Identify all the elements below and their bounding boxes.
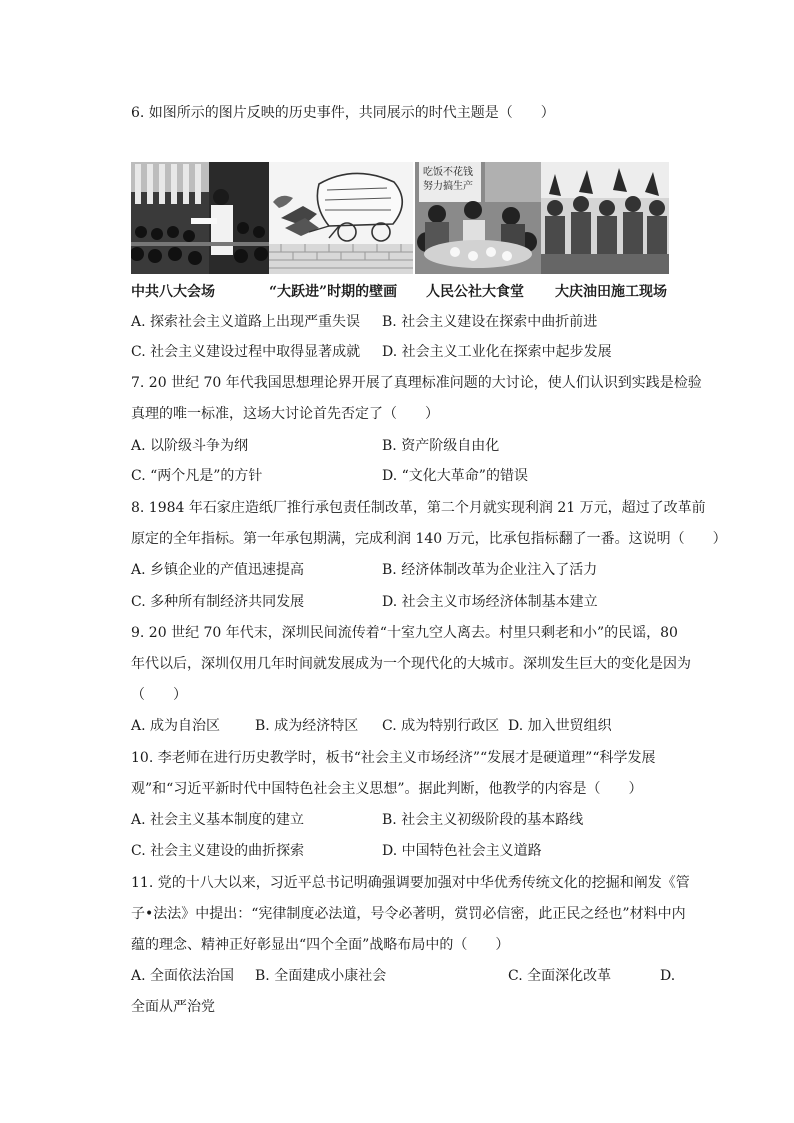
q9-option-c[interactable]: C. 成为特别行政区 bbox=[382, 718, 500, 734]
q11-option-b[interactable]: B. 全面建成小康社会 bbox=[255, 968, 387, 984]
photo-great-leap-mural bbox=[269, 162, 413, 274]
q10-stem-line-2: 观”和“习近平新时代中国特色社会主义思想”。据此判断，他教学的内容是（ ） bbox=[131, 781, 643, 797]
q11-option-a[interactable]: A. 全面依法治国 bbox=[131, 968, 235, 984]
q6-option-b[interactable]: B. 社会主义建设在探索中曲折前进 bbox=[382, 314, 598, 330]
q6-stem: 6. 如图所示的图片反映的历史事件，共同展示的时代主题是（ ） bbox=[131, 105, 555, 121]
q10-option-b[interactable]: B. 社会主义初级阶段的基本路线 bbox=[382, 812, 584, 828]
q7-option-c[interactable]: C. “两个凡是”的方针 bbox=[131, 468, 263, 484]
q8-option-b[interactable]: B. 经济体制改革为企业注入了活力 bbox=[382, 562, 598, 578]
q10-option-a[interactable]: A. 社会主义基本制度的建立 bbox=[131, 812, 305, 828]
photo-eighth-congress bbox=[131, 162, 269, 274]
q8-option-d[interactable]: D. 社会主义市场经济体制基本建立 bbox=[382, 594, 598, 610]
q9-option-d[interactable]: D. 加入世贸组织 bbox=[508, 718, 612, 734]
q11-stem-line-1: 11. 党的十八大以来，习近平总书记明确强调要加强对中华优秀传统文化的挖掘和阐发《管 bbox=[131, 875, 690, 891]
photo-daqing-oilfield bbox=[541, 162, 669, 274]
q7-option-d[interactable]: D. “文化大革命”的错误 bbox=[382, 468, 528, 484]
q11-option-d[interactable]: D. bbox=[660, 968, 676, 984]
caption-daqing-oilfield: 大庆油田施工现场 bbox=[555, 284, 667, 300]
q8-option-a[interactable]: A. 乡镇企业的产值迅速提高 bbox=[131, 562, 305, 578]
q8-stem-line-2: 原定的全年指标。第一年承包期满，完成利润 140 万元，比承包指标翻了一番。这说明（ ） bbox=[131, 531, 727, 547]
q8-option-c[interactable]: C. 多种所有制经济共同发展 bbox=[131, 594, 305, 610]
q10-stem-line-1: 10. 李老师在进行历史教学时，板书“社会主义市场经济”“发展才是硬道理”“科学发展 bbox=[131, 750, 656, 766]
q11-option-c[interactable]: C. 全面深化改革 bbox=[508, 968, 612, 984]
q9-option-b[interactable]: B. 成为经济特区 bbox=[255, 718, 359, 734]
q10-option-c[interactable]: C. 社会主义建设的曲折探索 bbox=[131, 843, 305, 859]
q9-option-a[interactable]: A. 成为自治区 bbox=[131, 718, 221, 734]
caption-great-leap-mural: “大跃进”时期的壁画 bbox=[269, 284, 398, 300]
q7-option-b[interactable]: B. 资产阶级自由化 bbox=[382, 438, 500, 454]
poster-text-line-2: 努力搞生产 bbox=[423, 181, 473, 192]
q8-stem-line-1: 8. 1984 年石家庄造纸厂推行承包责任制改革，第二个月就实现利润 21 万元，超过了改革前 bbox=[131, 500, 706, 516]
q11-stem-line-3: 蕴的理念、精神正好彰显出“四个全面”战略布局中的（ ） bbox=[131, 937, 510, 953]
q6-option-c[interactable]: C. 社会主义建设过程中取得显著成就 bbox=[131, 344, 361, 360]
q6-option-a[interactable]: A. 探索社会主义道路上出现严重失误 bbox=[131, 314, 361, 330]
photo-commune-canteen bbox=[415, 162, 541, 274]
q6-captions bbox=[131, 283, 691, 303]
q9-stem-line-3: （ ） bbox=[131, 687, 187, 703]
poster-text-line-1: 吃饭不花钱 bbox=[423, 167, 473, 178]
q7-stem-line-2: 真理的唯一标准，这场大讨论首先否定了（ ） bbox=[131, 406, 439, 422]
q10-option-d[interactable]: D. 中国特色社会主义道路 bbox=[382, 843, 542, 859]
q11-option-d-continued[interactable]: 全面从严治党 bbox=[131, 999, 215, 1015]
q7-stem-line-1: 7. 20 世纪 70 年代我国思想理论界开展了真理标准问题的大讨论，使人们认识到实践是检验 bbox=[131, 375, 702, 391]
q9-stem-line-1: 9. 20 世纪 70 年代末，深圳民间流传着“十室九空人离去。村里只剩老和小”的民谣，80 bbox=[131, 625, 678, 641]
caption-commune-canteen: 人民公社大食堂 bbox=[426, 284, 524, 300]
q7-option-a[interactable]: A. 以阶级斗争为纲 bbox=[131, 438, 249, 454]
q9-stem-line-2: 年代以后，深圳仅用几年时间就发展成为一个现代化的大城市。深圳发生巨大的变化是因为 bbox=[131, 656, 691, 672]
q11-stem-line-2: 子•法法》中提出：“宪律制度必法道，号令必著明，赏罚必信密，此正民之经也”材料中内 bbox=[131, 906, 686, 922]
caption-eighth-congress: 中共八大会场 bbox=[131, 284, 215, 300]
q6-photo-strip bbox=[131, 162, 671, 274]
q6-option-d[interactable]: D. 社会主义工业化在探索中起步发展 bbox=[382, 344, 612, 360]
